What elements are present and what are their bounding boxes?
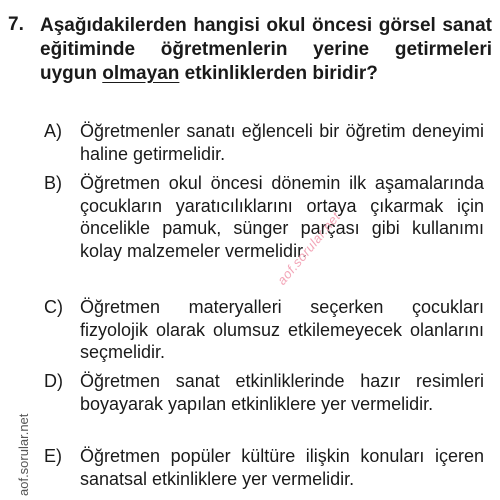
question-text — [40, 14, 492, 86]
option-b-label: B) — [44, 173, 62, 193]
question-text-end: etkinliklerden biridir? — [179, 63, 378, 84]
option-b-text: Öğretmen okul öncesi dönemin ilk aşamalarında çocukların yaratıcılıklarını ortaya çıkarmak için öncelikle pamuk, sünger parçası gibi kullanımı kolay malzemeler vermelidir. — [80, 173, 484, 261]
question-underlined-word: olmayan — [102, 63, 180, 84]
option-d-text: Öğretmen sanat etkinliklerinde hazır resimleri boyayarak yapılan etkinliklere yer vermelidir. — [80, 371, 484, 414]
question-number: 7. — [8, 14, 24, 35]
option-e-label: E) — [44, 446, 62, 466]
option-e-text: Öğretmen popüler kültüre ilişkin konuları içeren sanatsal etkinliklere yer vermelidir. — [80, 446, 484, 489]
option-d-label: D) — [44, 371, 63, 391]
option-a-label: A) — [44, 121, 62, 141]
question-text-start: Aşağıdakilerden hangisi okul öncesi görsel sanat eğitiminde öğretmenlerin yerine getirmeleri uygun — [40, 15, 492, 84]
option-c-label: C) — [44, 297, 63, 317]
watermark: aof.sorular.net — [274, 208, 344, 288]
side-watermark: aof.sorular.net — [16, 413, 31, 496]
option-a-text: Öğretmenler sanatı eğlenceli bir öğretim deneyimi haline getirmelidir. — [80, 121, 484, 164]
option-c-text: Öğretmen materyalleri seçerken çocukları fizyolojik olarak olumsuz etkilemeyecek olanlarını seçmelidir. — [80, 297, 484, 362]
